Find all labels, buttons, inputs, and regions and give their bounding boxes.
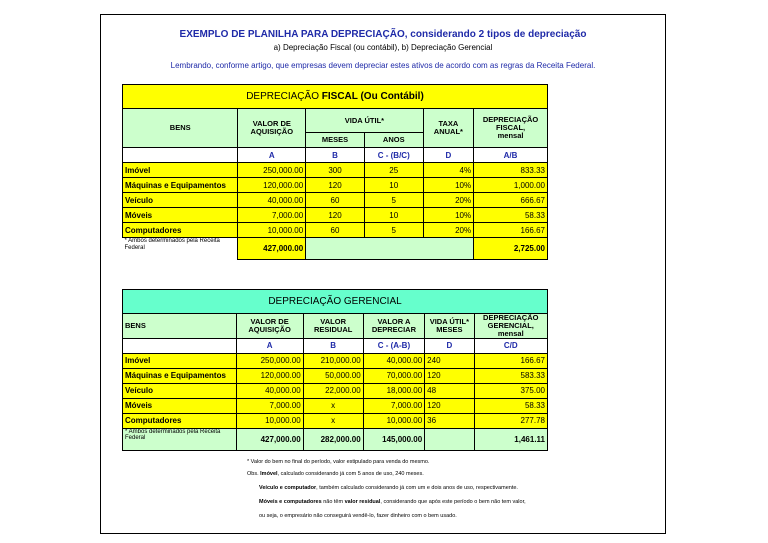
table-row: [123, 163, 548, 178]
fiscal-row-bem: Computadores: [123, 223, 238, 238]
gerencial-letter-a: A: [236, 338, 303, 353]
gerencial-row-valor: 250,000.00: [236, 353, 303, 368]
fiscal-header-anos: ANOS: [364, 133, 423, 148]
fiscal-header-bens: BENS: [123, 109, 238, 148]
gerencial-row-dep: 277.78: [474, 413, 547, 428]
page-subtitle: a) Depreciação Fiscal (ou contábil), b) Depreciação Gerencial: [273, 43, 493, 52]
fiscal-row-taxa: 10%: [423, 208, 473, 223]
gerencial-row-valor: 120,000.00: [236, 368, 303, 383]
fiscal-row-anos: 10: [364, 178, 423, 193]
gerencial-row-valor: 40,000.00: [236, 383, 303, 398]
fiscal-header-vida: VIDA ÚTIL*: [306, 109, 424, 133]
gerencial-row-dep: 58.33: [474, 398, 547, 413]
gerencial-row-residual: x: [303, 413, 363, 428]
gerencial-total-blank: [425, 428, 474, 450]
fiscal-row-anos: 25: [364, 163, 423, 178]
gerencial-row-dep: 166.67: [474, 353, 547, 368]
fiscal-row-meses: 60: [306, 223, 365, 238]
table-row: [123, 193, 548, 208]
gerencial-row-residual: 22,000.00: [303, 383, 363, 398]
page-title: EXEMPLO DE PLANILHA PARA DEPRECIAÇÃO, considerando 2 tipos de depreciação: [179, 29, 587, 40]
fiscal-row-taxa: 10%: [423, 178, 473, 193]
fiscal-row-dep: 58.33: [474, 208, 548, 223]
gerencial-total-depreciar: 145,000.00: [363, 428, 425, 450]
gerencial-row-residual: x: [303, 398, 363, 413]
gerencial-row-depreciar: 70,000.00: [363, 368, 425, 383]
spreadsheet-page: [100, 14, 666, 534]
gerencial-row-bem: Imóvel: [123, 353, 237, 368]
fiscal-row-valor: 250,000.00: [238, 163, 306, 178]
fiscal-letter-b: B: [306, 148, 365, 163]
footnote-5: ou seja, o empresário não conseguirá vendê-lo, fazer dinheiro com o bem usado.: [259, 513, 457, 519]
table-row: [123, 413, 548, 428]
footnote-2: Obs. Imóvel, calculado considerando já com 5 anos de uso, 240 meses.: [247, 471, 424, 477]
fiscal-row-taxa: 4%: [423, 163, 473, 178]
fiscal-row-taxa: 20%: [423, 193, 473, 208]
gerencial-note: * Ambos determinados pela Receita Federal: [123, 428, 237, 450]
gerencial-header-bens: BENS: [123, 314, 237, 339]
footnote-3: Veículo e computador, também calculado considerando já com um e dois anos de uso, respectivamente.: [259, 485, 518, 491]
fiscal-row-meses: 120: [306, 178, 365, 193]
fiscal-row-bem: Veículo: [123, 193, 238, 208]
fiscal-row-bem: Móveis: [123, 208, 238, 223]
gerencial-header-depreciar: VALOR A DEPRECIAR: [363, 314, 425, 339]
gerencial-row-bem: Máquinas e Equipamentos: [123, 368, 237, 383]
fiscal-row-meses: 120: [306, 208, 365, 223]
fiscal-row-dep: 1,000.00: [474, 178, 548, 193]
fiscal-total-valor: 427,000.00: [238, 238, 306, 260]
footnote-1: * Valor do bem no final do período, valor estipulado para venda do mesmo.: [247, 459, 430, 465]
gerencial-row-vida: 36: [425, 413, 474, 428]
reminder-text: Lembrando, conforme artigo, que empresas devem depreciar estes ativos de acordo com as regras da Receita Federal.: [170, 61, 596, 70]
table-row: [123, 353, 548, 368]
gerencial-header-vida: VIDA ÚTIL* MESES: [425, 314, 474, 339]
gerencial-row-residual: 50,000.00: [303, 368, 363, 383]
gerencial-row-vida: 120: [425, 368, 474, 383]
fiscal-header-dep: DEPRECIAÇÃO FISCAL, mensal: [474, 109, 548, 148]
fiscal-row-anos: 10: [364, 208, 423, 223]
gerencial-header-residual: VALOR RESIDUAL: [303, 314, 363, 339]
gerencial-row-bem: Móveis: [123, 398, 237, 413]
footnote-4: Móveis e computadores não têm valor residual, considerando que após este período o bem não tem valor,: [259, 499, 526, 505]
fiscal-row-anos: 5: [364, 193, 423, 208]
gerencial-letter-c: C - (A-B): [363, 338, 425, 353]
fiscal-total-dep: 2,725.00: [474, 238, 548, 260]
fiscal-row-taxa: 20%: [423, 223, 473, 238]
gerencial-row-dep: 583.33: [474, 368, 547, 383]
fiscal-letter-e: A/B: [474, 148, 548, 163]
fiscal-letter-a: A: [238, 148, 306, 163]
fiscal-title: DEPRECIAÇÃO FISCAL (Ou Contábil): [123, 85, 548, 109]
fiscal-row-bem: Máquinas e Equipamentos: [123, 178, 238, 193]
gerencial-header-valor: VALOR DE AQUISIÇÃO: [236, 314, 303, 339]
fiscal-letter-c: C - (B/C): [364, 148, 423, 163]
fiscal-letter-blank: [123, 148, 238, 163]
fiscal-row-anos: 5: [364, 223, 423, 238]
gerencial-row-depreciar: 18,000.00: [363, 383, 425, 398]
table-row: [123, 178, 548, 193]
gerencial-row-depreciar: 7,000.00: [363, 398, 425, 413]
gerencial-letter-e: C/D: [474, 338, 547, 353]
gerencial-header-dep: DEPRECIAÇÃO GERENCIAL, mensal: [474, 314, 547, 339]
gerencial-total-residual: 282,000.00: [303, 428, 363, 450]
table-row: [123, 223, 548, 238]
gerencial-row-valor: 7,000.00: [236, 398, 303, 413]
fiscal-row-valor: 10,000.00: [238, 223, 306, 238]
gerencial-row-vida: 240: [425, 353, 474, 368]
fiscal-row-dep: 166.67: [474, 223, 548, 238]
table-row: [123, 383, 548, 398]
gerencial-row-bem: Veículo: [123, 383, 237, 398]
table-row: [123, 208, 548, 223]
fiscal-row-dep: 666.67: [474, 193, 548, 208]
fiscal-row-meses: 300: [306, 163, 365, 178]
fiscal-letter-d: D: [423, 148, 473, 163]
fiscal-row-dep: 833.33: [474, 163, 548, 178]
gerencial-letter-blank: [123, 338, 237, 353]
fiscal-header-valor: VALOR DE AQUISIÇÃO: [238, 109, 306, 148]
fiscal-row-valor: 7,000.00: [238, 208, 306, 223]
table-row: [123, 368, 548, 383]
gerencial-total-valor: 427,000.00: [236, 428, 303, 450]
gerencial-row-vida: 120: [425, 398, 474, 413]
gerencial-row-dep: 375.00: [474, 383, 547, 398]
gerencial-row-valor: 10,000.00: [236, 413, 303, 428]
gerencial-title: DEPRECIAÇÃO GERENCIAL: [123, 290, 548, 314]
fiscal-header-meses: MESES: [306, 133, 365, 148]
gerencial-table: [122, 289, 548, 451]
fiscal-header-taxa: TAXA ANUAL*: [423, 109, 473, 148]
gerencial-row-residual: 210,000.00: [303, 353, 363, 368]
fiscal-row-valor: 40,000.00: [238, 193, 306, 208]
fiscal-table: [122, 84, 548, 260]
gerencial-letter-b: B: [303, 338, 363, 353]
table-row: [123, 398, 548, 413]
gerencial-total-dep: 1,461.11: [474, 428, 547, 450]
fiscal-total-blank: [306, 238, 474, 260]
gerencial-row-depreciar: 40,000.00: [363, 353, 425, 368]
fiscal-row-valor: 120,000.00: [238, 178, 306, 193]
gerencial-row-vida: 48: [425, 383, 474, 398]
fiscal-row-bem: Imóvel: [123, 163, 238, 178]
fiscal-row-meses: 60: [306, 193, 365, 208]
fiscal-note: * Ambos determinados pela Receita Federal: [123, 238, 238, 260]
gerencial-letter-d: D: [425, 338, 474, 353]
gerencial-row-depreciar: 10,000.00: [363, 413, 425, 428]
gerencial-row-bem: Computadores: [123, 413, 237, 428]
